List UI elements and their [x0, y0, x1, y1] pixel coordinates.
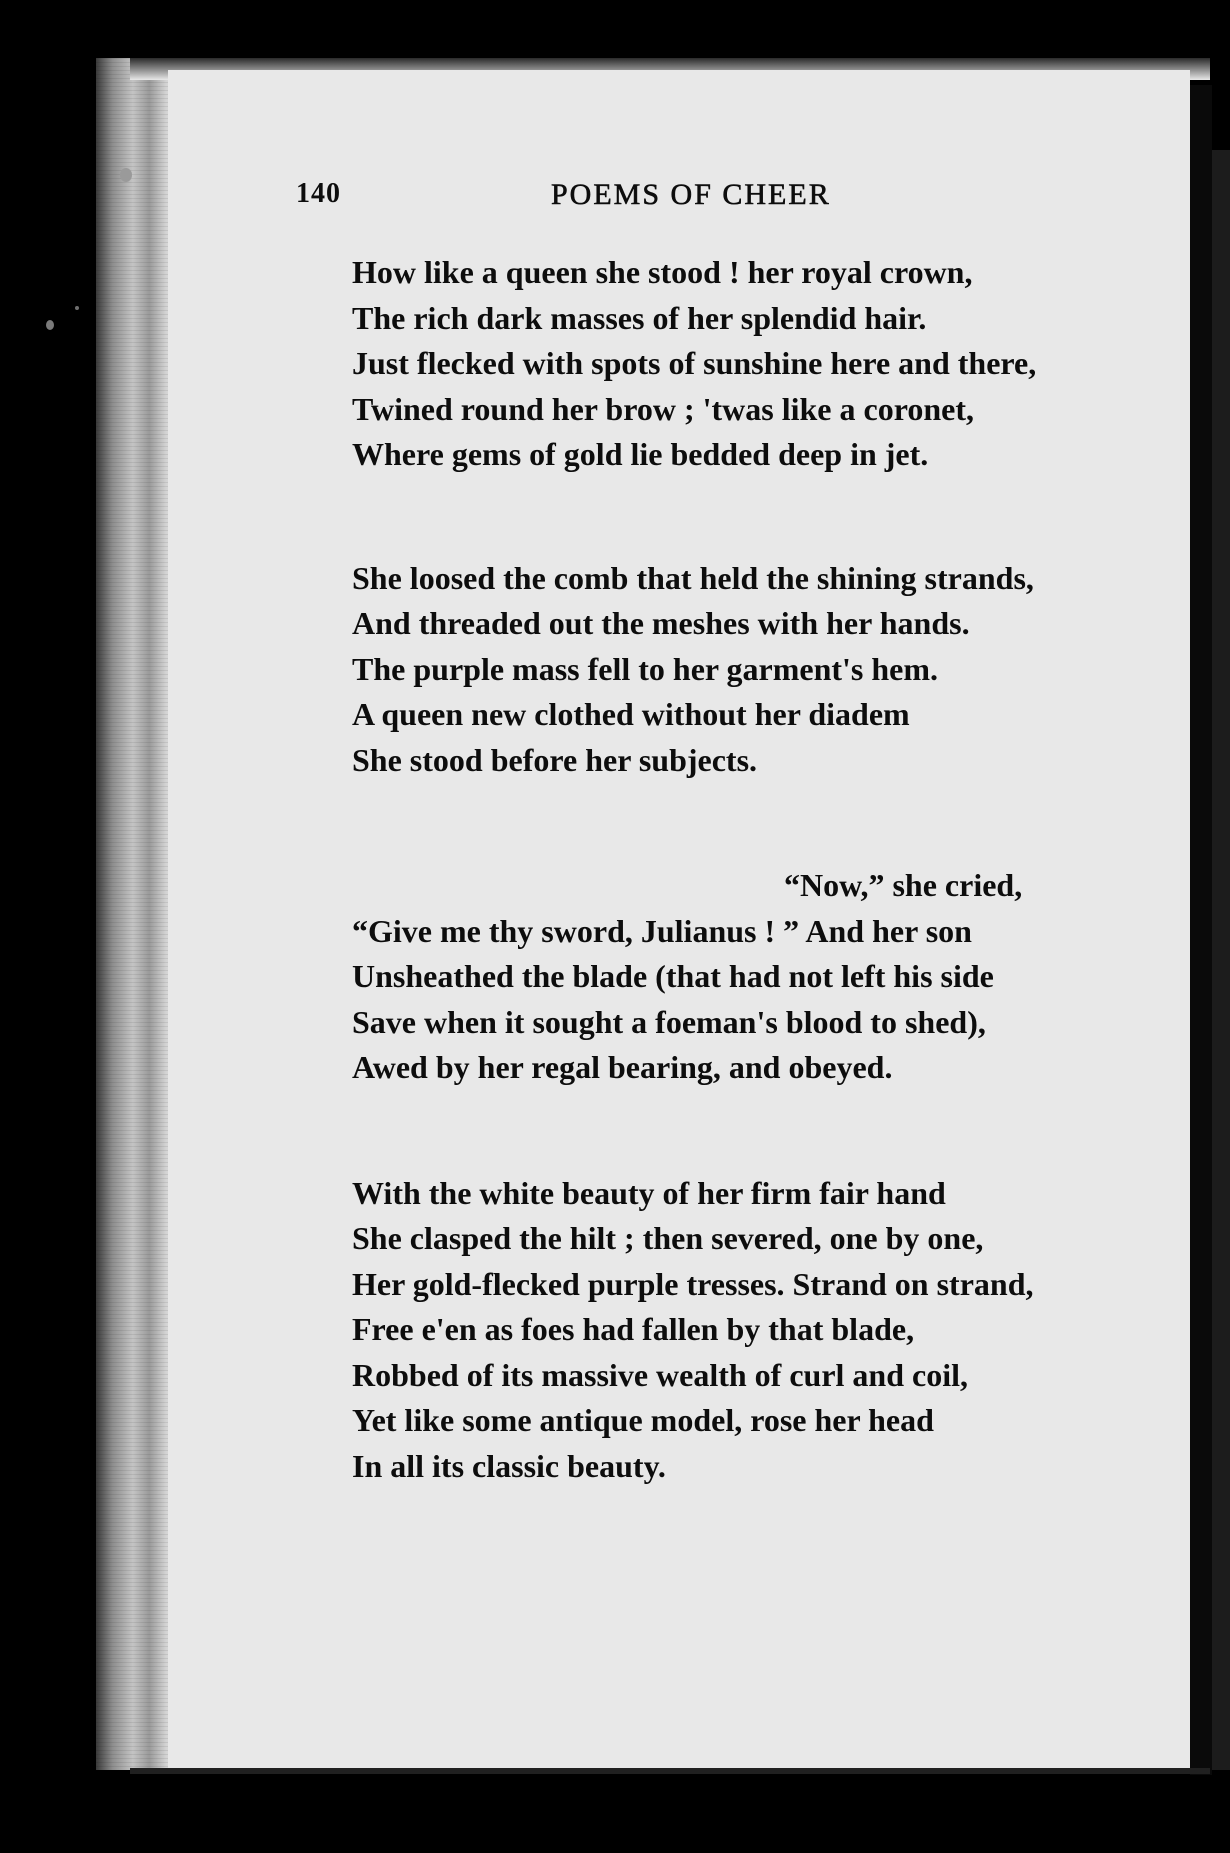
- poem-line: Robbed of its massive wealth of curl and coil,: [352, 1356, 968, 1393]
- poem-line: Awed by her regal bearing, and obeyed.: [352, 1049, 893, 1085]
- page-stack-edge: [96, 58, 178, 1770]
- poem-line: The purple mass fell to her garment's hem.: [352, 650, 939, 687]
- poem-line: Yet like some antique model, rose her head: [352, 1402, 934, 1438]
- stanza: [352, 1171, 1152, 1490]
- page-header: [0, 178, 1230, 222]
- poem-line: Where gems of gold lie bedded deep in jet.: [352, 436, 929, 472]
- poem-line: Unsheathed the blade (that had not left his side: [352, 958, 994, 994]
- poem-body: [352, 250, 1152, 1484]
- poem-line: Twined round her brow ; 'twas like a coronet,: [352, 390, 974, 427]
- facing-page-edge: [1190, 85, 1212, 1775]
- poem-line: She loosed the comb that held the shining strands,: [352, 559, 1034, 596]
- page-number: 140: [296, 178, 341, 209]
- poem-line: She clasped the hilt ; then severed, one by one,: [352, 1220, 984, 1256]
- poem-line: The rich dark masses of her splendid hair.: [352, 299, 927, 336]
- poem-line: In all its classic beauty.: [352, 1447, 666, 1484]
- page-bottom-edge: [130, 1768, 1210, 1774]
- poem-line: With the white beauty of her firm fair hand: [352, 1174, 946, 1211]
- poem-line: “Give me thy sword, Julianus ! ” And her son: [352, 912, 972, 949]
- poem-line: She stood before her subjects.: [352, 741, 758, 778]
- poem-line: “Now,” she cried,: [784, 867, 1023, 903]
- poem-line: A queen new clothed without her diadem: [352, 696, 910, 732]
- scan-speck: [46, 320, 54, 330]
- poem-line: Just flecked with spots of sunshine here and there,: [352, 345, 1037, 381]
- scan-speck: [75, 306, 79, 310]
- stanza: [352, 556, 1152, 784]
- stanza: [352, 863, 1152, 1091]
- poem-line: Her gold-flecked purple tresses. Strand on strand,: [352, 1265, 1034, 1302]
- poem-line: Save when it sought a foeman's blood to shed),: [352, 1003, 986, 1040]
- poem-line: And threaded out the meshes with her hands.: [352, 605, 970, 641]
- stanza: [352, 250, 1152, 478]
- poem-line: How like a queen she stood ! her royal crown,: [352, 254, 973, 290]
- running-title: POEMS OF CHEER: [551, 178, 831, 211]
- poem-line: Free e'en as foes had fallen by that blade,: [352, 1311, 915, 1347]
- facing-page-shadow: [1212, 150, 1230, 1770]
